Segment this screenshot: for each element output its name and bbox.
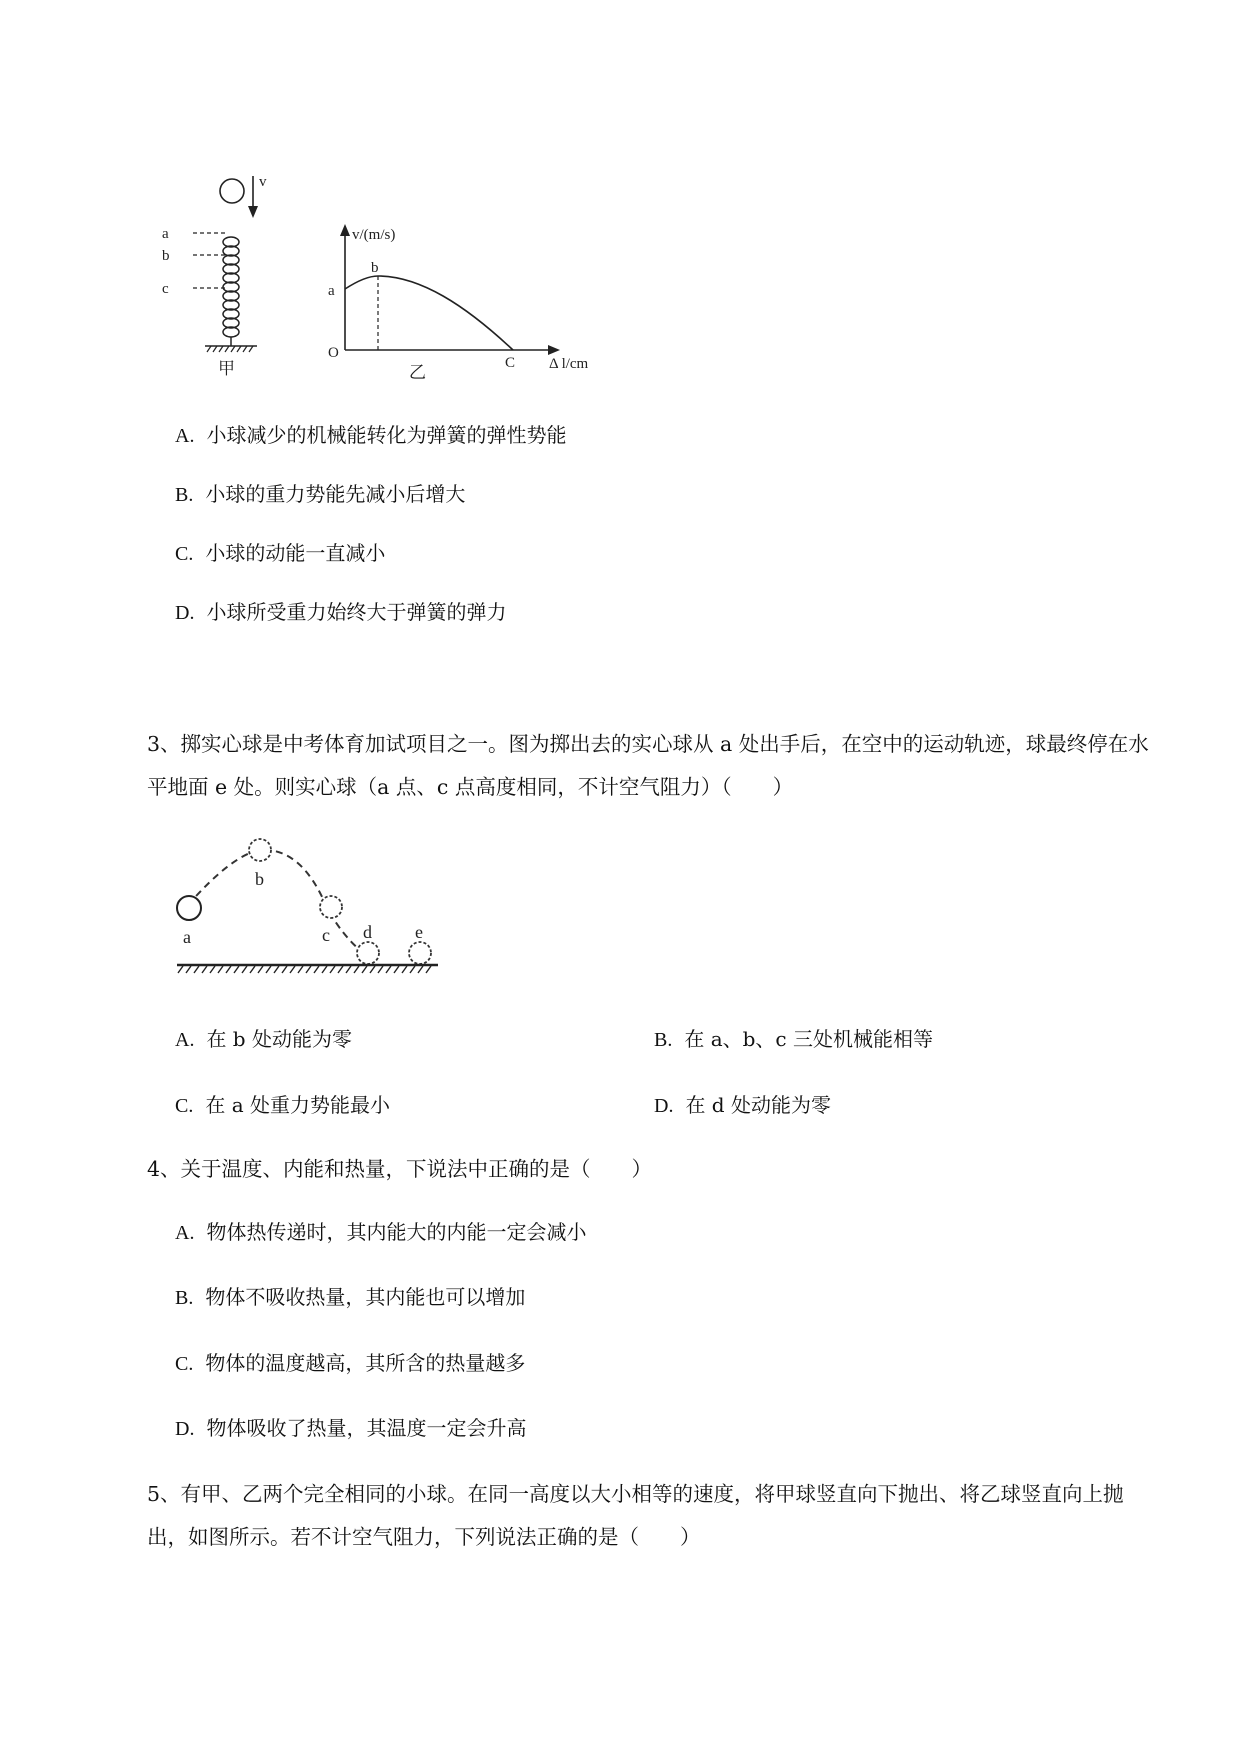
v-graph [345,232,552,350]
option-text: 小球的动能一直减小 [205,541,386,565]
option-letter: A. [175,425,195,447]
origin-label: O [328,345,339,361]
velocity-label: v [259,174,267,190]
label-e: e [415,922,423,942]
option-text: 小球所受重力始终大于弹簧的弹力 [206,600,507,624]
ground-hatch [178,966,431,973]
ball-c [320,896,342,918]
v-curve [345,276,513,350]
option-text: 在 b 处动能为零 [206,1027,352,1051]
spring [223,237,239,346]
option-letter: B. [175,484,194,506]
option-letter: D. [654,1095,674,1117]
option-text: 物体吸收了热量，其温度一定会升高 [206,1416,527,1440]
point-b-label: b [371,260,379,276]
spring-mark-b: b [162,248,170,264]
option-text: 在 d 处动能为零 [685,1093,831,1117]
q4-option-b [175,1283,525,1312]
ball-e [409,942,431,964]
q3-option-c [175,1091,390,1120]
q3-option-b [654,1025,933,1054]
falling-ball [220,179,244,203]
x-axis-label: Δ l/cm [549,356,589,372]
spring-mark-a: a [162,226,169,242]
option-letter: B. [654,1029,673,1051]
option-letter: B. [175,1287,194,1309]
option-text: 物体不吸收热量，其内能也可以增加 [205,1285,526,1309]
spring-ball-figure [162,160,675,425]
point-c-label: C [505,355,516,371]
q4-stem: 4、关于温度、内能和热量，下说法中正确的是（ ） [147,1157,653,1181]
option-text: 物体的温度越高，其所含的热量越多 [205,1351,526,1375]
q2-option-d [175,598,506,627]
q2-option-b [175,480,465,509]
y-axis-label: v/(m/s) [352,227,396,243]
caption-yi: 乙 [409,363,426,383]
q4-option-c [175,1349,525,1378]
label-d: d [363,922,372,942]
ball-b [249,839,271,861]
option-text: 在 a 处重力势能最小 [205,1093,390,1117]
option-text: 在 a、b、c 三处机械能相等 [684,1027,933,1051]
label-c: c [322,925,330,945]
q2-option-c [175,539,385,568]
spring-mark-c: c [162,281,169,297]
label-b: b [255,869,264,889]
option-letter: D. [175,1418,195,1440]
point-a-label: a [328,283,335,299]
q4-option-a [175,1218,586,1247]
ball-d [357,942,379,964]
label-a: a [183,927,191,947]
option-text: 小球减少的机械能转化为弹簧的弹性势能 [206,423,567,447]
caption-jia: 甲 [218,359,235,379]
option-text: 小球的重力势能先减小后增大 [205,482,466,506]
option-letter: D. [175,602,195,624]
q2-option-a [175,421,566,450]
trajectory-figure [172,825,447,990]
q4-option-d [175,1414,526,1443]
option-letter: A. [175,1222,195,1244]
q3-stem: 3、掷实心球是中考体育加试项目之一。图为掷出去的实心球从 a 处出手后，在空中的运动轨迹，球最终停在水平地面 e 处。则实心球（a 点、c 点高度相同，不计空气阻力）（ ） [147,732,1149,799]
option-letter: C. [175,543,194,565]
q3-option-a [175,1025,352,1054]
ball-a [177,896,201,920]
option-letter: C. [175,1353,194,1375]
option-letter: A. [175,1029,195,1051]
q5-stem: 5、有甲、乙两个完全相同的小球。在同一高度以大小相等的速度，将甲球竖直向下抛出、将乙球竖直向上抛出，如图所示。若不计空气阻力，下列说法正确的是（ ） [147,1482,1124,1549]
option-letter: C. [175,1095,194,1117]
option-text: 物体热传递时，其内能大的内能一定会减小 [206,1220,587,1244]
q3-option-d [654,1091,831,1120]
spring-ground [205,346,257,352]
